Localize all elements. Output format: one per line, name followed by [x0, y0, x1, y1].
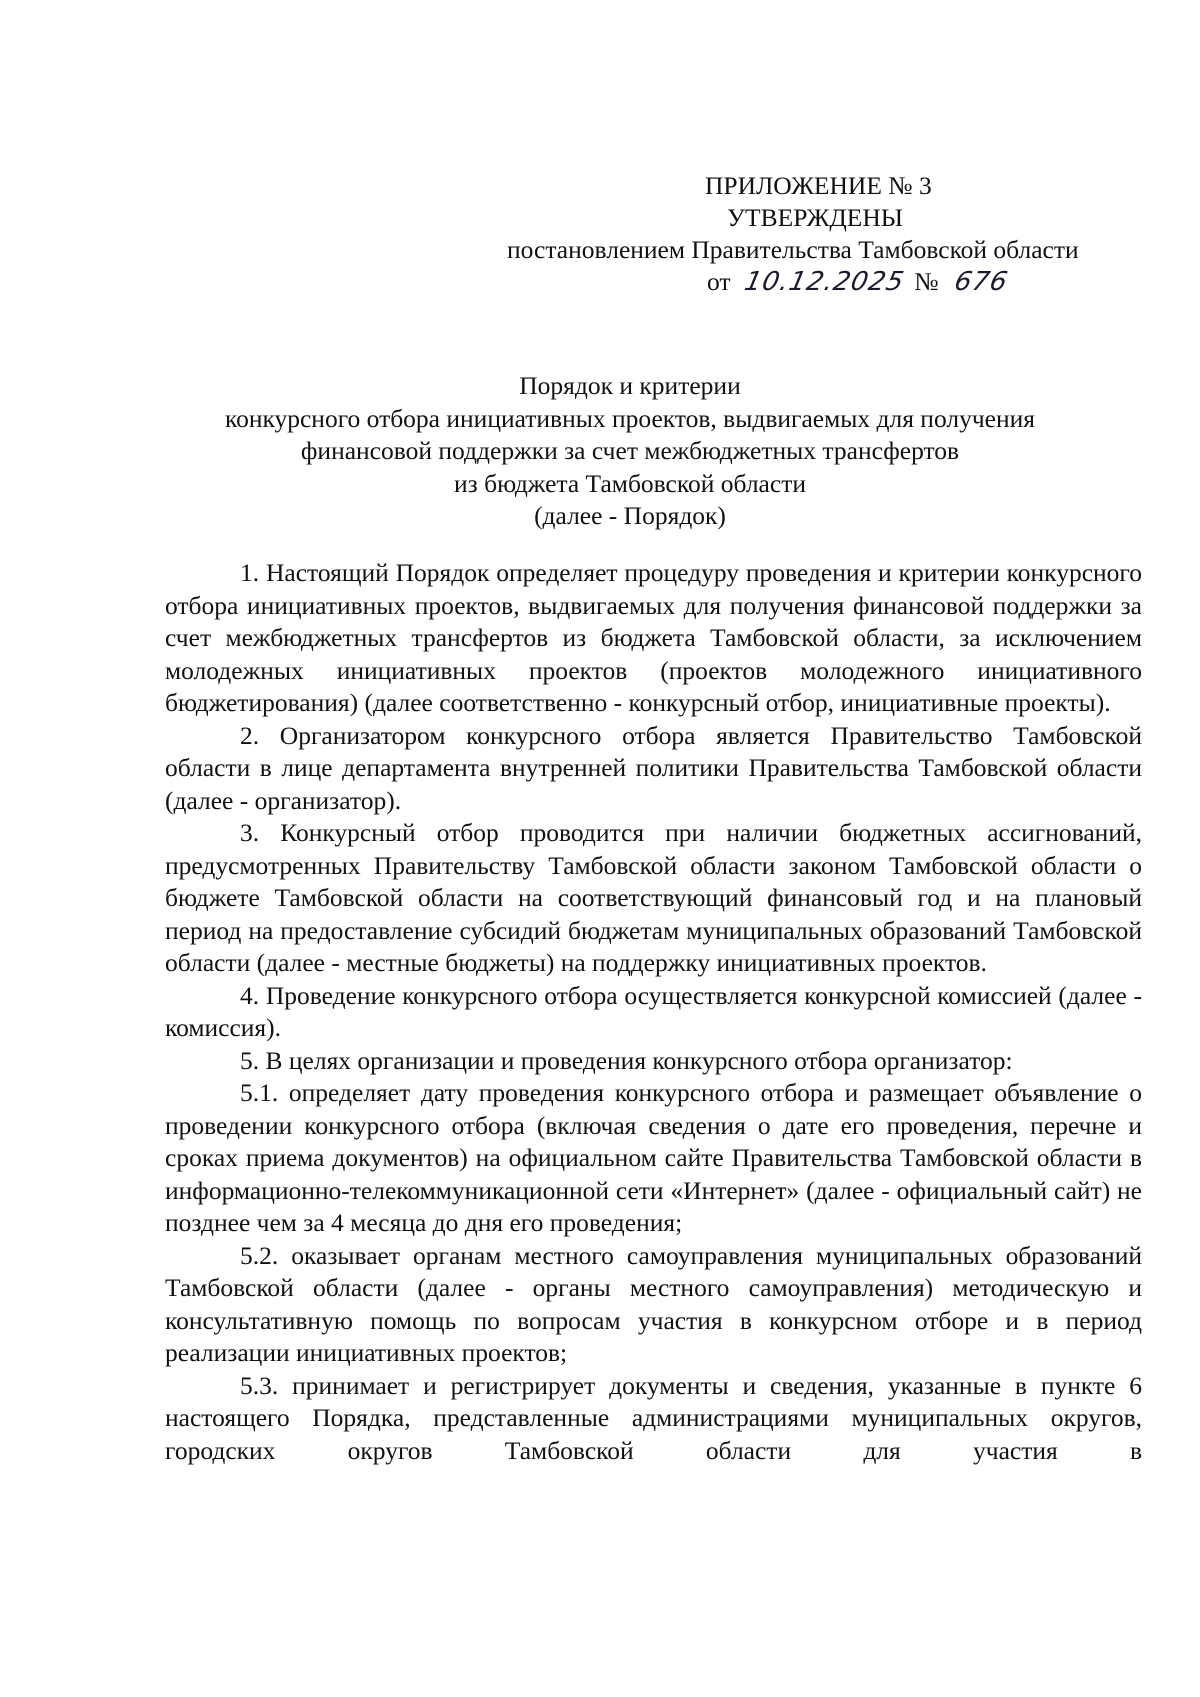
date-prefix: от — [707, 267, 731, 296]
appendix-label: ПРИЛОЖЕНИЕ № 3 — [705, 171, 932, 200]
document-body — [165, 557, 1142, 1467]
date-number-line — [500, 266, 1140, 300]
resolution-text: постановлением Правительства Тамбовской области — [507, 235, 1079, 264]
number-sign: № — [914, 267, 939, 296]
title-line: из бюджета Тамбовской области — [454, 468, 806, 498]
title-line: (далее - Порядок) — [534, 501, 726, 530]
title-line: конкурсного отбора инициативных проектов, выдвигаемых для получения — [224, 403, 1036, 433]
paragraph-5-3: 5.3. принимает и регистрирует документы и сведения, указанные в пункте 6 настоящего Порядка, представленные администрациями муниципальных округов, городских округов Тамбовской области для участия в — [165, 1370, 1142, 1465]
approved-label: УТВЕРЖДЕНЫ — [727, 203, 903, 232]
paragraph-5-2: 5.2. оказывает органам местного самоуправления муниципальных образований Тамбовской области (далее - органы местного самоуправления) методическую и консультативную помощь по вопросам участия в конкурсном отборе и в период реализации инициативных проектов; — [165, 1240, 1142, 1367]
paragraph-5-1: 5.1. определяет дату проведения конкурсного отбора и размещает объявление о проведении конкурсного отбора (включая сведения о дате его проведения, перечне и сроках приема документов) на официальном сайте Правительства Тамбовской области в информационно-телекоммуникационной сети «Интернет» (далее - официальный сайт) не позднее чем за 4 месяца до дня его проведения; — [165, 1078, 1142, 1237]
document-title — [160, 370, 1100, 533]
paragraph-5: 5. В целях организации и проведения конкурсного отбора организатор: — [240, 1045, 1013, 1075]
paragraph-1: 1. Настоящий Порядок определяет процедуру проведения и критерии конкурсного отбора инициативных проектов, выдвигаемых для получения финансовой поддержки за счет межбюджетных трансфертов из бюджета Тамбовской области, за исключением молодежных инициативных проектов (проектов молодежного инициативного бюджетирования) (далее соответственно - конкурсный отбор, инициативные проекты). — [165, 558, 1142, 717]
title-line: финансовой поддержки за счет межбюджетных трансфертов — [300, 436, 960, 465]
handwritten-number: 676 — [951, 267, 1011, 297]
handwritten-date: 10.12.2025 — [741, 267, 908, 297]
approval-block — [500, 170, 1140, 300]
paragraph-2: 2. Организатором конкурсного отбора является Правительство Тамбовской области в лице департамента внутренней политики Правительства Тамбовской области (далее - организатор). — [165, 720, 1142, 815]
title-line: Порядок и критерии — [519, 371, 741, 400]
paragraph-4: 4. Проведение конкурсного отбора осуществляется конкурсной комиссией (далее - комиссия). — [165, 980, 1142, 1042]
paragraph-3: 3. Конкурсный отбор проводится при наличии бюджетных ассигнований, предусмотренных Правительству Тамбовской области законом Тамбовской области о бюджете Тамбовской области на соответствующий финансовый год и на плановый период на предоставление субсидий бюджетам муниципальных образований Тамбовской области (далее - местные бюджеты) на поддержку инициативных проектов. — [165, 818, 1142, 977]
